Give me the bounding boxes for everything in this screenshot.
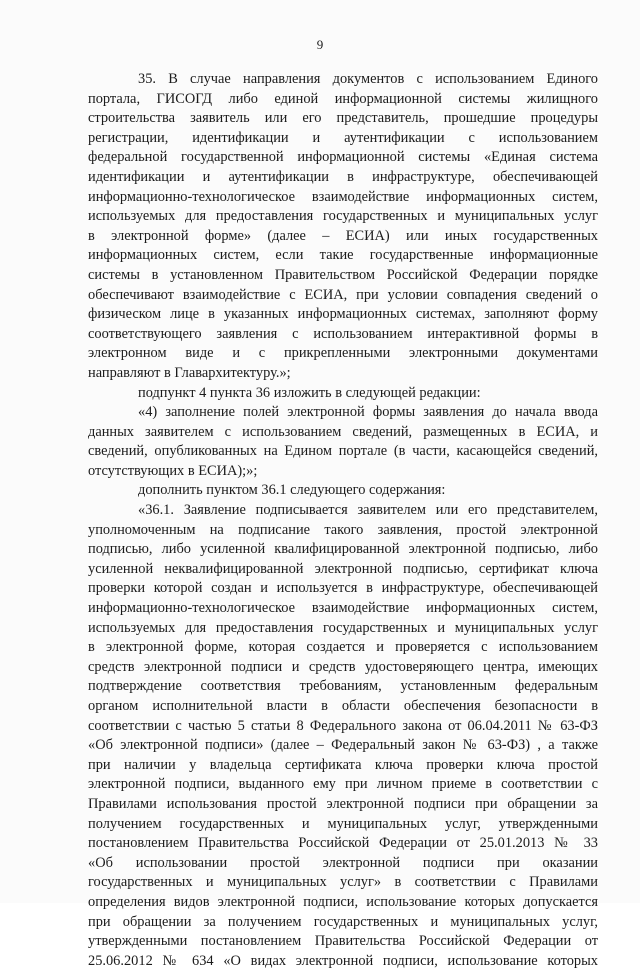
text-line: дополнить пунктом 36.1 следующего содержания: [138, 482, 446, 499]
text-line: соответствии с частью 5 статьи 8 Федерального закона от 06.04.2011 № 63-ФЗ [88, 717, 598, 734]
text-line: информационно-технологическое взаимодействие информационных систем, [88, 600, 598, 617]
text-line: Правилами использования простой электронной подписи при обращении за [88, 795, 598, 812]
text-line: портала, ГИСОГД либо единой информационной системы жилищного [88, 90, 598, 107]
text-line: соответствующего заявления с использованием интерактивной формы в [88, 325, 598, 342]
text-line: подписью, либо усиленной квалифицированной электронной подписью, либо [88, 541, 598, 558]
text-line: физическом лице в указанных информационных системах, заполняют форму [88, 306, 598, 323]
text-line: «36.1. Заявление подписывается заявителем или его представителем, [138, 502, 598, 519]
text-line: усиленной неквалифицированной электронной подписью, сертификат ключа [88, 560, 598, 577]
text-line: «Об электронной подписи» (далее – Федеральный закон № 63-ФЗ) , а также [88, 737, 598, 754]
page-number: 9 [316, 37, 324, 52]
text-line: уполномоченным на подписание такого заявления, простой электронной [88, 521, 598, 538]
text-line: определения видов электронной подписи, использование которых допускается [88, 893, 598, 910]
text-line: данных заявителем с использованием сведений, размещенных в ЕСИА, и [88, 423, 598, 440]
text-line: информационно-технологическое взаимодействие информационных систем, [88, 188, 598, 205]
text-line: идентификации и аутентификации в инфраструктуре, обеспечивающей [88, 168, 598, 185]
text-line: в электронной форме, которая создается и проверяется с использованием [88, 639, 598, 656]
text-line: федеральной государственной информационной системы «Единая система [88, 149, 598, 166]
text-line: сведений, опубликованных на Едином портале (в части, касающейся сведений, [88, 443, 598, 460]
text-line: 35. В случае направления документов с использованием Единого [138, 71, 598, 87]
text-line: строительства заявитель или его представитель, прошедшие процедуры [88, 110, 598, 127]
document-body [88, 70, 598, 971]
text-line: электронном виде и с прикрепленными электронными документами [88, 345, 598, 362]
text-line: утвержденными постановлением Правительства Российской Федерации от [88, 933, 598, 950]
text-line: государственных и муниципальных услуг» в соответствии с Правилами [88, 874, 598, 891]
text-line: обеспечивают взаимодействие с ЕСИА, при условии совпадения сведений о [88, 286, 598, 303]
text-line: «Об использовании простой электронной подписи при оказании [88, 854, 598, 871]
text-line: 25.06.2012 № 634 «О видах электронной подписи, использование которых [88, 952, 598, 969]
text-line: при обращении за получением государственных и муниципальных услуг, [88, 913, 598, 930]
text-line: направляют в Главархитектуру.»; [88, 364, 291, 381]
text-line: средств электронной подписи и средств удостоверяющего центра, имеющих [88, 658, 598, 675]
text-line: используемых для предоставления государственных и муниципальных услуг [88, 208, 598, 225]
text-line: проверки которой создан и используется в инфраструктуре, обеспечивающей [88, 580, 598, 597]
text-line: используемых для предоставления государственных и муниципальных услуг [88, 619, 598, 636]
text-line: в электронной форме» (далее – ЕСИА) или иных государственных [88, 227, 598, 244]
text-line: электронной подписи, выданного ему при личном приеме в соответствии с [88, 776, 598, 793]
text-line: подпункт 4 пункта 36 изложить в следующей редакции: [138, 384, 481, 401]
text-line: при наличии у владельца сертификата ключа проверки ключа простой [88, 756, 598, 773]
text-line: отсутствующих в ЕСИА);»; [88, 462, 258, 479]
text-line: системы в установленном Правительством Российской Федерации порядке [88, 266, 598, 283]
text-line: получением государственных и муниципальных услуг, утвержденными [88, 815, 598, 832]
text-line: постановлением Правительства Российской Федерации от 25.01.2013 № 33 [88, 835, 598, 852]
text-line: «4) заполнение полей электронной формы заявления до начала ввода [138, 404, 598, 421]
text-line: регистрации, идентификации и аутентификации с использованием [88, 129, 598, 146]
text-line: органом исполнительной власти в области обеспечения безопасности в [88, 698, 598, 714]
text-line: подтверждение соответствия требованиям, установленным федеральным [88, 678, 598, 695]
text-line: информационных систем, если такие государственные информационные [88, 247, 598, 264]
